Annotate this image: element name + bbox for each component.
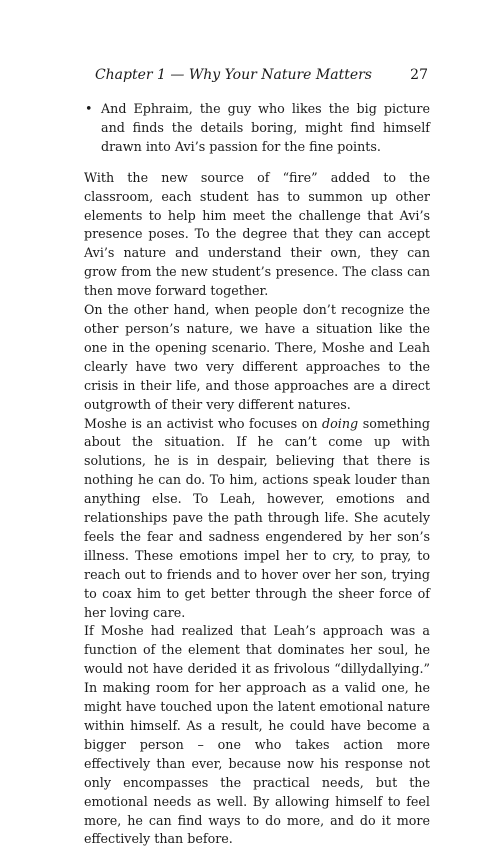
paragraph-4 <box>84 622 430 849</box>
running-title: Chapter 1 — Why Your Nature Matters <box>94 67 372 83</box>
paragraph-2-text: On the other hand, when people don’t recognize the other person’s nature, we have a situation like the one in the opening scenario. There, Moshe and Leah clearly have two very different approaches to the crisis in their life, and those approaches are a direct outgrowth of their very different natures. <box>84 302 430 412</box>
paragraph-3-text-after: something about the situation. If he can’t come up with solutions, he is in despair, believing that there is nothing he can do. To him, actions speak louder than anything else. To Leah, however, emotions and relationships pave the path through life. She acutely feels the fear and sadness engendered by her son’s illness. These emotions impel her to cry, to pray, to reach out to friends and to hover over her son, trying to coax him to get better through the sheer force of her loving care. <box>84 415 431 620</box>
paragraph-3 <box>84 415 430 623</box>
paragraph-1 <box>84 169 430 301</box>
page-number: 27 <box>410 67 428 83</box>
paragraph-3-text-before: Moshe is an activist who focuses on <box>84 415 323 431</box>
paragraph-2 <box>84 301 430 414</box>
bullet-item <box>84 100 430 157</box>
bullet-text: And Ephraim, the guy who likes the big picture and finds the details boring, might find himself drawn into Avi’s passion for the fine points. <box>101 101 430 154</box>
book-page <box>84 62 430 849</box>
paragraph-4-text: If Moshe had realized that Leah’s approach was a function of the element that dominates her soul, he would not have derided it as frivolous “dillydallying.” In making room for her approach as a valid one, he might have touched upon the latent emotional nature within himself. As a result, he could have become a bigger person – one who takes action more effectively than ever, because now his response not only encompasses the practical needs, but the emotional needs as well. By allowing himself to feel more, he can find ways to do more, and do it more effectively than before. <box>84 623 430 847</box>
bullet-mark: • <box>85 101 93 116</box>
paragraph-1-text: With the new source of “fire” added to the classroom, each student has to summon up other elements to help him meet the challenge that Avi’s presence poses. To the degree that they can accept Avi’s nature and understand their own, they can grow from the new student’s presence. The class can then move forward together. <box>84 169 430 299</box>
running-header <box>84 62 430 88</box>
paragraph-3-emphasis: doing <box>322 415 359 431</box>
